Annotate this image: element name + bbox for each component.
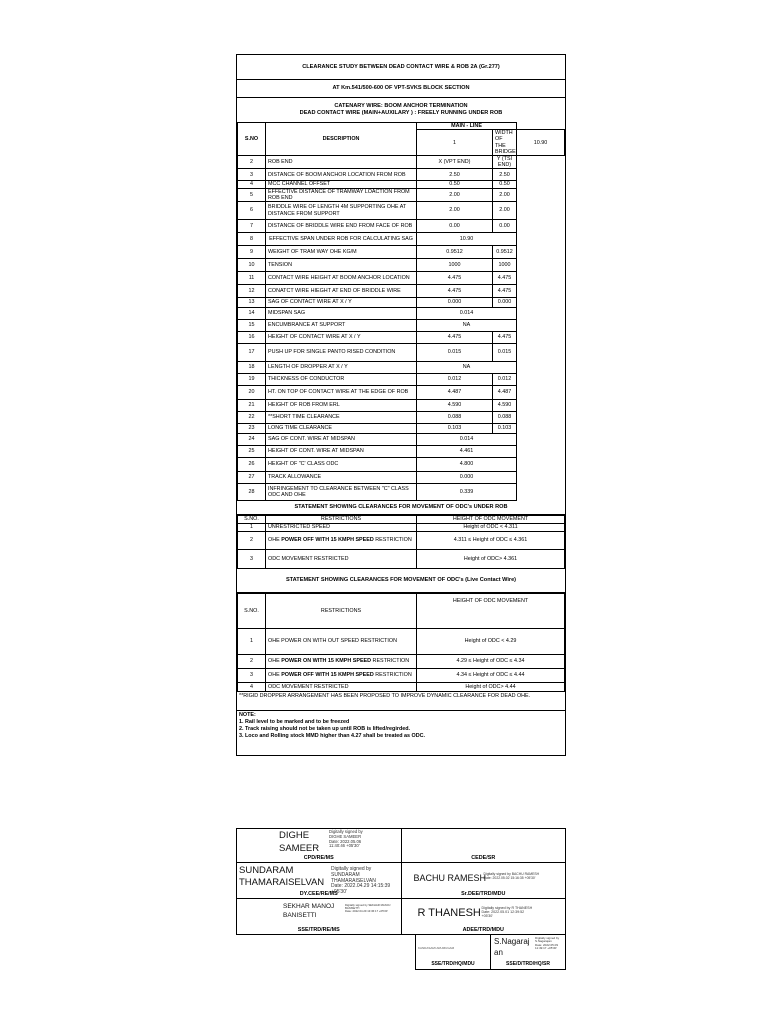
row-sno: 18: [238, 362, 266, 374]
row-sno: 1: [417, 130, 493, 156]
odc-sno: 1: [238, 524, 266, 532]
role-label: SSE/TRD/RE/MS: [297, 926, 340, 933]
row-sno: 28: [238, 484, 266, 501]
odc-sno: 3: [238, 550, 266, 569]
table-row: [238, 202, 565, 220]
row-value-merged: 4.800: [417, 458, 517, 472]
row-value-x: 4.475: [417, 332, 493, 344]
table-row: [238, 344, 565, 362]
row-description: DISTANCE OF BOOM ANCHOR LOCATION FROM ROB: [266, 169, 417, 181]
odc-row: [238, 629, 565, 655]
signer-name: SUNDARAM: [239, 865, 294, 876]
restriction-tail-text: RESTRICTION: [373, 672, 412, 679]
row-description: MIDSPAN SAG: [266, 308, 417, 320]
table-row: [238, 259, 565, 272]
restriction-text: UNRESTRICTED SPEED: [268, 524, 331, 531]
row-value-merged: 0.014: [417, 308, 517, 320]
row-value-y: 4.590: [493, 400, 517, 412]
row-value-merged: NA: [417, 320, 517, 332]
restriction-text: ODC MOVEMENT RESTRICTED: [268, 555, 349, 562]
row-value-y: 4.475: [493, 332, 517, 344]
row-description: CONTACT WIRE HEIGHT AT BOOM ANCHOR LOCATION: [266, 272, 417, 285]
table-row: [238, 169, 565, 181]
row-value-y: 2.00: [493, 202, 517, 220]
row-description: WIDTH OF THE BRIDGE: [493, 130, 517, 156]
row-value-x: 2.00: [417, 202, 493, 220]
col-description-header: DESCRIPTION: [266, 123, 417, 156]
row-sno: 21: [238, 400, 266, 412]
row-description: EFFECTIVE SPAN UNDER ROB FOR CALCULATING SAG: [266, 233, 417, 246]
row-value-merged: 0.014: [417, 434, 517, 446]
odc-sno: 1: [238, 629, 266, 655]
row-value-y: 4.487: [493, 386, 517, 400]
catenary-line-1: CATENARY WIRE: BOOM ANCHOR TERMINATION: [334, 103, 468, 110]
odc-row: [238, 655, 565, 669]
digital-signature-stamp: Digitally signed by BACHU RAMESH Date: 2022.05.02 15:16:35 +05'30': [483, 872, 540, 880]
restriction-text: OHE POWER ON WITH OUT SPEED RESTRICTION: [268, 638, 397, 645]
odc-rob-col-sno: S.NO.: [238, 516, 266, 524]
catenary-info: [237, 98, 565, 122]
row-description: TRACK ALLOWANCE: [266, 472, 417, 484]
odc-row: [238, 532, 565, 550]
table-row: [238, 272, 565, 285]
row-value-y: 0.50: [493, 181, 517, 188]
row-value-merged: 0.339: [417, 484, 517, 501]
note-item: 2. Track raising should not be taken up until ROB is lifted/regirded.: [239, 726, 411, 733]
row-value-x: 0.088: [417, 412, 493, 424]
row-value-x: 2.50: [417, 169, 493, 181]
row-sno: 2: [238, 156, 266, 169]
row-sno: 15: [238, 320, 266, 332]
row-sno: 17: [238, 344, 266, 362]
signature-dighe: [237, 829, 402, 863]
row-description: LONG TIME CLEARANCE: [266, 424, 417, 434]
signer-name: THAMARAISELVAN: [239, 876, 325, 888]
row-sno: 25: [238, 446, 266, 458]
restriction-tail-text: RESTRICTION: [371, 658, 410, 665]
row-description: DISTANCE OF BRIDDLE WIRE END FROM FACE OF ROB: [266, 220, 417, 233]
row-description: HEIGHT OF ROB FROM ERL: [266, 400, 417, 412]
odc-height: 4.29 ≤ Height of ODC ≤ 4.34: [417, 655, 565, 669]
row-value-y: 0.00: [493, 220, 517, 233]
row-sno: 7: [238, 220, 266, 233]
odc-live-col-restrictions: RESTRICTIONS: [266, 594, 417, 629]
odc-rob-col-height: HEIGHT OF ODC MOVEMENT: [417, 516, 565, 524]
restriction-text: OHE: [268, 672, 282, 679]
digital-signature-stamp: Digitally signed by DIGHE SAMEER Date: 2022.05.06 11:40:46 +05'30': [329, 829, 363, 849]
row-sno: 22: [238, 412, 266, 424]
odc-height: Height of ODC> 4.44: [417, 683, 565, 692]
row-sno: 6: [238, 202, 266, 220]
table-row: [238, 246, 565, 259]
row-value-x: 0.9512: [417, 246, 493, 259]
row-sno: 19: [238, 374, 266, 386]
odc-rob-col-restrictions: RESTRICTIONS: [266, 516, 417, 524]
table-row: [238, 362, 565, 374]
signature-bachu: [401, 863, 566, 899]
odc-restriction: [266, 655, 417, 669]
signer-name: S.Nagaraj: [494, 937, 530, 946]
table-row: [238, 484, 565, 501]
row-sno: 5: [238, 188, 266, 201]
row-sno: 3: [238, 169, 266, 181]
row-value-x: 0.50: [417, 181, 493, 188]
odc-live-table: [237, 593, 565, 692]
row-value-x: 0.000: [417, 298, 493, 308]
table-row: [238, 188, 565, 201]
signer-name: BACHU RAMESH: [413, 873, 487, 883]
odc-height: 4.34 ≤ Height of ODC ≤ 4.44: [417, 669, 565, 683]
row-description: HT. ON TOP OF CONTACT WIRE AT THE EDGE OF ROB: [266, 386, 417, 400]
odc-height: Height of ODC < 4.311: [417, 524, 565, 532]
rigid-dropper-footnote: **RIGID DROPPER ARRANGEMENT HAS BEEN PROPOSED TO IMPROVE DYNAMIC CLEARANCE FOR DEAD OHE.: [237, 692, 565, 711]
row-description: BRIDDLE WIRE OF LENGTH 4M SUPPORTING OHE AT DISTANCE FROM SUPPORT: [266, 202, 417, 220]
row-sno: 4: [238, 181, 266, 188]
digital-signature-stamp: Digitally signed by SEKHAR MANOJ BANISETTI Date: 2022.04.29 13:36:17 +05'30': [345, 903, 391, 914]
clearance-document: [236, 54, 566, 756]
table-row: [238, 181, 565, 188]
role-label: CEDE/SR: [471, 854, 496, 861]
signature-cede: [401, 829, 566, 863]
odc-row: [238, 524, 565, 532]
signature-sundaram: [237, 863, 402, 899]
odc-sno: 2: [238, 532, 266, 550]
table-row: [238, 374, 565, 386]
table-row: [238, 424, 565, 434]
row-sno: 11: [238, 272, 266, 285]
signer-name: BANISETTI: [283, 912, 317, 920]
row-value-x: 1000: [417, 259, 493, 272]
table-row: [238, 472, 565, 484]
odc-restriction: [266, 532, 417, 550]
row-value-x: 4.475: [417, 285, 493, 298]
odc-sno: 4: [238, 683, 266, 692]
row-description: HEIGHT OF CONT. WIRE AT MIDSPAN: [266, 446, 417, 458]
row-description: ROB END: [266, 156, 417, 169]
signer-name: an: [494, 948, 503, 958]
row-value-x: 0.012: [417, 374, 493, 386]
signature-thanesh: [401, 899, 566, 935]
table-row: [238, 412, 565, 424]
role-label: SSE/D/TRD/HQ/SR: [506, 960, 550, 967]
note-item: 1. Rail level to be marked and to be freezed: [239, 719, 350, 726]
row-sno: 16: [238, 332, 266, 344]
table-row: [238, 458, 565, 472]
row-description: INFRINGEMENT TO CLEARANCE BETWEEN "C" CLASS ODC AND OHE: [266, 484, 417, 501]
table-row: [238, 434, 565, 446]
odc-restriction: [266, 550, 417, 569]
table-row: [238, 400, 565, 412]
restriction-bold-text: POWER ON WITH 15 KMPH SPEED: [281, 658, 372, 665]
odc-height: 4.311 ≤ Height of ODC ≤ 4.361: [417, 532, 565, 550]
signature-sse-hq: [416, 935, 491, 969]
col-main-line-header: MAIN - LINE: [417, 123, 517, 130]
row-description: TENSION: [266, 259, 417, 272]
row-sno: 27: [238, 472, 266, 484]
row-value-merged: 10.90: [517, 130, 565, 156]
table-row: [238, 298, 565, 308]
odc-row: [238, 550, 565, 569]
row-value-y: 0.088: [493, 412, 517, 424]
row-description: MCC CHANNEL OFFSET: [266, 181, 417, 188]
odc-row: [238, 669, 565, 683]
notes-title: NOTE:: [239, 712, 256, 719]
row-value-x: 2.00: [417, 188, 493, 201]
odc-restriction: [266, 629, 417, 655]
odc-live-col-sno: S.NO.: [238, 594, 266, 629]
row-description: **SHORT TIME CLEARANCE: [266, 412, 417, 424]
row-value-x: 0.015: [417, 344, 493, 362]
odc-rob-table: [237, 515, 565, 569]
col-sno-header: S.NO: [238, 123, 266, 156]
row-value-y: 2.00: [493, 188, 517, 201]
restriction-tail-text: RESTRICTION: [373, 537, 412, 544]
row-value-merged: 4.461: [417, 446, 517, 458]
row-sno: 13: [238, 298, 266, 308]
document-title: CLEARANCE STUDY BETWEEN DEAD CONTACT WIRE & ROB 2A (Gr.277): [237, 55, 565, 80]
signer-name: R THANESH: [417, 907, 481, 919]
row-value-y: 0.015: [493, 344, 517, 362]
signer-name: DIGHE: [279, 830, 310, 841]
odc-sno: 3: [238, 669, 266, 683]
row-value-x: 0.00: [417, 220, 493, 233]
digital-signature-stamp: Digitally signed by SUNDARAM THAMARAISELVAN Date: 2022.04.29 14:15:39 +05'30': [331, 866, 391, 895]
row-value-y: 2.50: [493, 169, 517, 181]
table-row: [238, 446, 565, 458]
row-value-merged: 10.90: [417, 233, 517, 246]
row-value-x: 0.103: [417, 424, 493, 434]
odc-sno: 2: [238, 655, 266, 669]
odc-restriction: [266, 524, 417, 532]
row-sno: 23: [238, 424, 266, 434]
restriction-text: ODC MOVEMENT RESTRICTED: [268, 683, 349, 690]
row-sno: 12: [238, 285, 266, 298]
row-value-merged: 0.000: [417, 472, 517, 484]
row-sno: 24: [238, 434, 266, 446]
row-value-y: 1000: [493, 259, 517, 272]
role-label: SSE/TRD/HQ/MDU: [431, 960, 475, 967]
main-table: [237, 122, 565, 501]
location-line: AT Km.541/500-600 OF VPT-SVKS BLOCK SECTION: [237, 80, 565, 98]
table-row: [238, 320, 565, 332]
row-sno: 26: [238, 458, 266, 472]
odc-height: Height of ODC < 4.29: [417, 629, 565, 655]
row-value-x: 4.487: [417, 386, 493, 400]
odc-live-col-height: HEIGHT OF ODC MOVEMENT: [417, 594, 565, 629]
col-x-header: X (VPT END): [417, 156, 493, 169]
row-sno: 8: [238, 233, 266, 246]
row-value-y: 0.9512: [493, 246, 517, 259]
restriction-bold-text: POWER OFF WITH 15 KMPH SPEED: [281, 672, 374, 679]
signer-name: SAMEER: [279, 842, 320, 854]
role-label: CPD/RE/MS: [303, 854, 334, 861]
row-description: PUSH UP FOR SINGLE PANTO RISED CONDITION: [266, 344, 417, 362]
table-row: [238, 233, 565, 246]
table-row: [238, 386, 565, 400]
table-row: [238, 220, 565, 233]
row-value-y: 0.012: [493, 374, 517, 386]
row-sno: 9: [238, 246, 266, 259]
odc-restriction: [266, 683, 417, 692]
note-item: 3. Loco and Rolling stock MMD higher than 4.27 shall be treated as ODC.: [239, 733, 426, 740]
odc-height: Height of ODC> 4.361: [417, 550, 565, 569]
col-y-header: Y (TSI END): [493, 156, 517, 169]
odc-restriction: [266, 669, 417, 683]
row-description: HEIGHT OF "C' CLASS ODC: [266, 458, 417, 472]
row-description: HEIGHT OF CONTACT WIRE AT X / Y: [266, 332, 417, 344]
row-value-y: 0.103: [493, 424, 517, 434]
row-value-x: 4.475: [417, 272, 493, 285]
signature-sekhar: [237, 899, 402, 935]
table-row: [238, 156, 565, 169]
notes-section: [237, 711, 565, 755]
catenary-line-2: DEAD CONTACT WIRE (MAIN+AUXILARY ) : FREELY RUNNING UNDER ROB: [299, 110, 503, 116]
restriction-text: OHE: [268, 537, 282, 544]
row-description: SAG OF CONT. WIRE AT MIDSPAN: [266, 434, 417, 446]
table-row: [238, 308, 565, 320]
role-label: DY.CEE/RE/MS: [299, 890, 338, 897]
restriction-bold-text: POWER OFF WITH 15 KMPH SPEED: [281, 537, 374, 544]
signature-block: [236, 828, 566, 970]
small-signature-stamp: KANDASAMI ARUMUGAM: [418, 946, 455, 950]
row-description: WEIGHT OF TRAM WAY OHE KG/M: [266, 246, 417, 259]
row-description: SAG OF CONTACT WIRE AT X / Y: [266, 298, 417, 308]
row-value-x: 4.590: [417, 400, 493, 412]
row-value-y: 4.475: [493, 285, 517, 298]
row-sno: 20: [238, 386, 266, 400]
restriction-text: OHE: [268, 658, 282, 665]
digital-signature-stamp: Digitally signed by S.Nagarajan Date: 2022.05.09 11:49:17 +05'30': [535, 936, 560, 951]
odc-rob-title: STATEMENT SHOWING CLEARANCES FOR MOVEMENT OF ODC's UNDER ROB: [237, 501, 565, 515]
row-value-y: 4.475: [493, 272, 517, 285]
row-sno: 14: [238, 308, 266, 320]
row-description: THICKNESS OF CONDUCTOR: [266, 374, 417, 386]
row-description: CONATCT WIRE HIEGHT AT END OF BRIDDLE WIRE: [266, 285, 417, 298]
row-description: ENCUMBRANCE AT SUPPORT: [266, 320, 417, 332]
odc-row: [238, 683, 565, 692]
signer-name: SEKHAR MANOJ: [283, 903, 335, 910]
odc-live-title: STATEMENT SHOWING CLEARANCES FOR MOVEMENT OF ODC's (Live Contact Wire): [237, 569, 565, 593]
row-value-merged: NA: [417, 362, 517, 374]
row-sno: 10: [238, 259, 266, 272]
role-label: Sr.DEE/TRD/MDU: [461, 890, 506, 897]
table-row: [238, 332, 565, 344]
role-label: ADEE/TRD/MDU: [462, 926, 504, 933]
row-description: LENGTH OF DROPPER AT X / Y: [266, 362, 417, 374]
row-value-y: 0.000: [493, 298, 517, 308]
digital-signature-stamp: Digitally signed by R THANESH Date: 2022.05.01 12:39:52 +05'30': [481, 906, 533, 919]
signature-nagaraj: [491, 935, 566, 969]
table-row: [238, 285, 565, 298]
row-description: EFFECTIVE DISTANCE OF TRAMWAY LOACTION FROM ROB END: [266, 188, 417, 201]
